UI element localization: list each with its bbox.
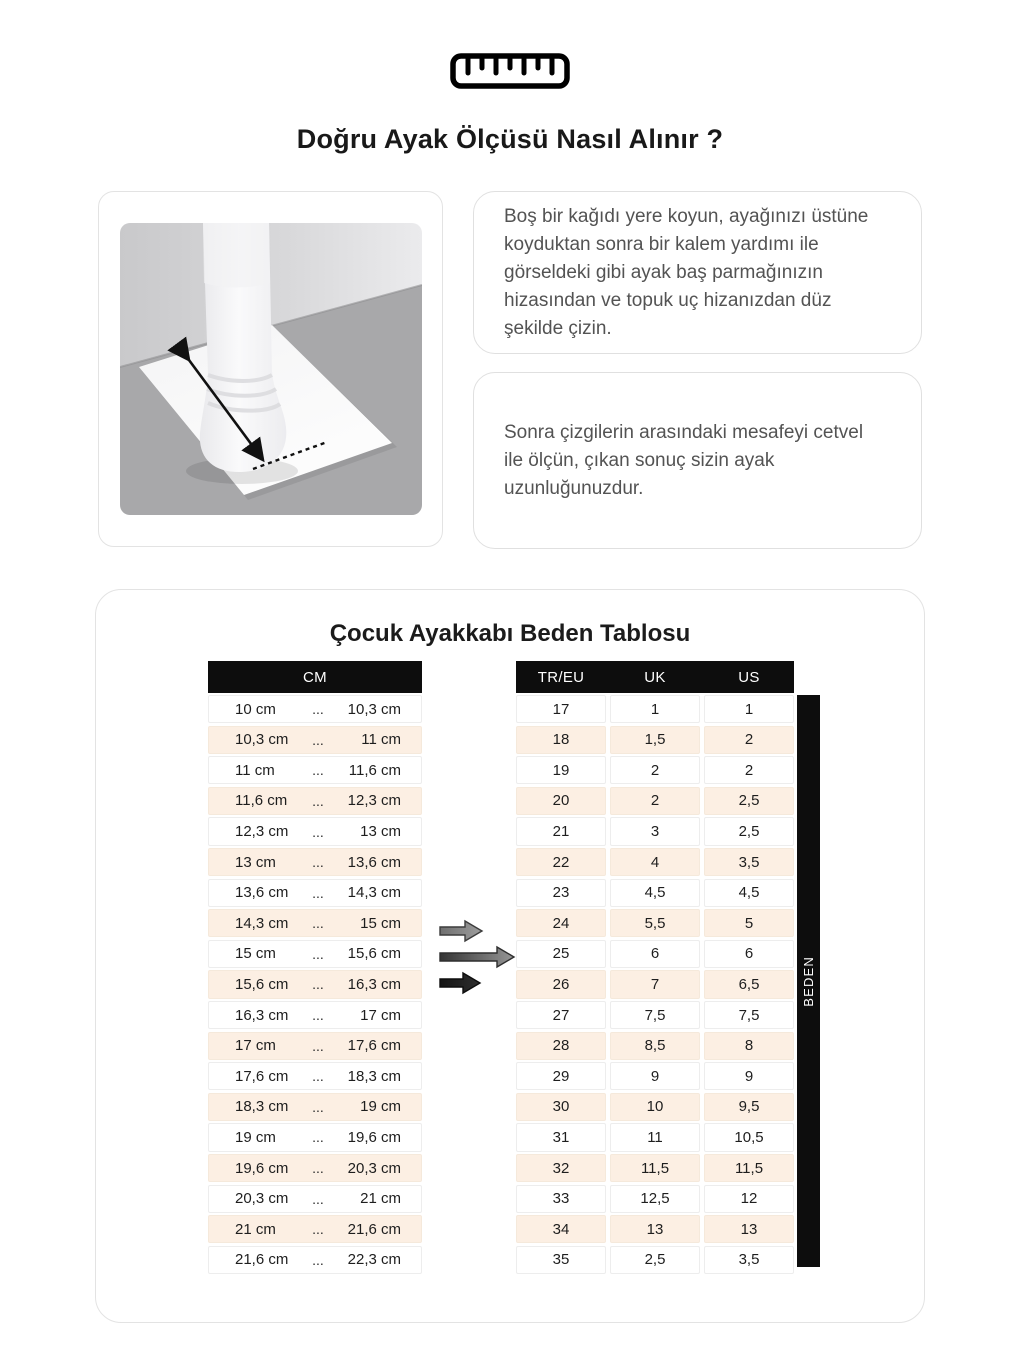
conversion-table-row <box>516 848 794 876</box>
foot-measurement-photo <box>120 223 422 515</box>
cm-from-value: 10,3 cm <box>235 731 289 749</box>
page-title: Doğru Ayak Ölçüsü Nasıl Alınır ? <box>296 124 724 154</box>
conversion-cell: 11,5 <box>610 1154 700 1182</box>
ruler-icon <box>0 52 1020 90</box>
cm-table-row <box>208 1062 422 1090</box>
cm-from-value: 18,3 cm <box>235 1098 289 1116</box>
cm-from-value: 17,6 cm <box>235 1067 289 1085</box>
conversion-table-row <box>516 1185 794 1213</box>
instruction-step-2-text: Sonra çizgilerin arasındaki mesafeyi cetvel ile ölçün, çıkan sonuç sizin ayak uzunluğunuzdur. <box>504 421 864 499</box>
conversion-cell: 35 <box>516 1246 606 1274</box>
conversion-cell: 13 <box>610 1215 700 1243</box>
conversion-cell: 9,5 <box>704 1093 794 1121</box>
cm-dots-value: ... <box>312 1190 324 1207</box>
cm-from-value: 13,6 cm <box>235 884 289 902</box>
conversion-cell: 11 <box>610 1123 700 1151</box>
cm-from-value: 14,3 cm <box>235 914 289 932</box>
conversion-table-row <box>516 1154 794 1182</box>
cm-to-value: 16,3 cm <box>347 975 401 993</box>
beden-side-bar <box>797 695 820 1267</box>
cm-to-value: 20,3 cm <box>347 1159 401 1177</box>
conversion-cell: 11,5 <box>704 1154 794 1182</box>
conversion-table-row <box>516 787 794 815</box>
cm-to-value: 14,3 cm <box>347 884 401 902</box>
conversion-table-row <box>516 726 794 754</box>
conversion-cell: 6,5 <box>704 970 794 998</box>
cm-table <box>208 661 422 1274</box>
instruction-step-1-text: Boş bir kağıdı yere koyun, ayağınızı üstüne koyduktan sonra bir kalem yardımı ile görseldeki gibi ayak baş parmağınızın hizasından ve topuk uç hizanızdan düz şekilde çizin. <box>504 205 869 339</box>
conversion-cell: 2,5 <box>610 1246 700 1274</box>
cm-table-row <box>208 848 422 876</box>
conversion-table-row <box>516 909 794 937</box>
cm-dots-value: ... <box>312 945 324 962</box>
cm-dots-value: ... <box>312 701 324 718</box>
cm-dots-value: ... <box>312 1007 324 1024</box>
cm-table-row <box>208 1093 422 1121</box>
conversion-table-row <box>516 970 794 998</box>
conversion-cell: 13 <box>704 1215 794 1243</box>
cm-table-row <box>208 909 422 937</box>
size-tables <box>96 661 924 1311</box>
conversion-cell: 18 <box>516 726 606 754</box>
foot-measurement-photo-card <box>98 191 443 547</box>
conversion-cell: 10 <box>610 1093 700 1121</box>
conversion-cell: 3,5 <box>704 848 794 876</box>
conversion-cell: 3 <box>610 817 700 845</box>
conversion-arrows-icon <box>438 919 516 995</box>
conversion-cell: 8,5 <box>610 1032 700 1060</box>
conversion-header-us: US <box>738 668 760 686</box>
size-table-section <box>95 589 925 1323</box>
conversion-table-header <box>516 661 794 693</box>
conversion-cell: 8 <box>704 1032 794 1060</box>
cm-table-row <box>208 1001 422 1029</box>
cm-table-row <box>208 756 422 784</box>
cm-dots-value: ... <box>312 1160 324 1177</box>
conversion-table-row <box>516 1093 794 1121</box>
conversion-cell: 30 <box>516 1093 606 1121</box>
conversion-cell: 3,5 <box>704 1246 794 1274</box>
conversion-table-row <box>516 1062 794 1090</box>
conversion-cell: 2,5 <box>704 787 794 815</box>
conversion-cell: 20 <box>516 787 606 815</box>
cm-dots-value: ... <box>312 1251 324 1268</box>
cm-dots-value: ... <box>312 884 324 901</box>
conversion-cell: 2,5 <box>704 817 794 845</box>
conversion-table <box>516 661 794 1274</box>
cm-table-row <box>208 695 422 723</box>
cm-table-rows <box>208 695 422 1274</box>
cm-to-value: 15,6 cm <box>347 945 401 963</box>
conversion-cell: 29 <box>516 1062 606 1090</box>
cm-dots-value: ... <box>312 731 324 748</box>
conversion-cell: 7,5 <box>704 1001 794 1029</box>
conversion-cell: 7,5 <box>610 1001 700 1029</box>
cm-from-value: 13 cm <box>235 853 276 871</box>
cm-from-value: 21,6 cm <box>235 1251 289 1269</box>
conversion-cell: 4,5 <box>610 879 700 907</box>
cm-dots-value: ... <box>312 1221 324 1238</box>
conversion-cell: 6 <box>704 940 794 968</box>
conversion-cell: 4 <box>610 848 700 876</box>
cm-table-row <box>208 940 422 968</box>
cm-from-value: 10 cm <box>235 700 276 718</box>
cm-from-value: 19,6 cm <box>235 1159 289 1177</box>
conversion-cell: 1 <box>704 695 794 723</box>
cm-from-value: 12,3 cm <box>235 823 289 841</box>
conversion-table-row <box>516 756 794 784</box>
page-header <box>0 0 1020 155</box>
cm-table-row <box>208 1123 422 1151</box>
conversion-cell: 2 <box>704 756 794 784</box>
cm-dots-value: ... <box>312 762 324 779</box>
size-table-title: Çocuk Ayakkabı Beden Tablosu <box>329 620 691 647</box>
conversion-cell: 17 <box>516 695 606 723</box>
conversion-table-row <box>516 1001 794 1029</box>
cm-to-value: 11,6 cm <box>348 761 401 779</box>
cm-to-value: 21 cm <box>360 1190 401 1208</box>
cm-to-value: 22,3 cm <box>347 1251 401 1269</box>
conversion-cell: 28 <box>516 1032 606 1060</box>
conversion-cell: 34 <box>516 1215 606 1243</box>
conversion-cell: 5 <box>704 909 794 937</box>
cm-table-row <box>208 1246 422 1274</box>
cm-from-value: 15,6 cm <box>235 975 289 993</box>
conversion-table-row <box>516 940 794 968</box>
conversion-table-rows <box>516 695 794 1274</box>
cm-from-value: 11,6 cm <box>235 792 288 810</box>
instruction-step-1 <box>473 191 922 354</box>
cm-dots-value: ... <box>312 1129 324 1146</box>
cm-from-value: 15 cm <box>235 945 276 963</box>
cm-table-header: CM <box>208 661 422 693</box>
conversion-header-uk: UK <box>644 668 666 686</box>
cm-table-row <box>208 817 422 845</box>
cm-dots-value: ... <box>312 823 324 840</box>
cm-table-row <box>208 1215 422 1243</box>
conversion-cell: 26 <box>516 970 606 998</box>
cm-dots-value: ... <box>312 1037 324 1054</box>
conversion-table-row <box>516 1032 794 1060</box>
cm-to-value: 18,3 cm <box>347 1067 401 1085</box>
cm-from-value: 20,3 cm <box>235 1190 289 1208</box>
conversion-cell: 5,5 <box>610 909 700 937</box>
conversion-cell: 1 <box>610 695 700 723</box>
cm-to-value: 17 cm <box>360 1006 401 1024</box>
beden-label: BEDEN <box>801 955 816 1007</box>
cm-table-row <box>208 970 422 998</box>
cm-to-value: 21,6 cm <box>347 1220 401 1238</box>
conversion-cell: 24 <box>516 909 606 937</box>
conversion-cell: 25 <box>516 940 606 968</box>
cm-dots-value: ... <box>312 854 324 871</box>
cm-table-row <box>208 787 422 815</box>
cm-to-value: 15 cm <box>360 914 401 932</box>
cm-to-value: 11 cm <box>361 731 401 749</box>
conversion-cell: 12,5 <box>610 1185 700 1213</box>
conversion-table-row <box>516 817 794 845</box>
cm-table-row <box>208 879 422 907</box>
conversion-table-row <box>516 1123 794 1151</box>
conversion-table-row <box>516 879 794 907</box>
conversion-cell: 31 <box>516 1123 606 1151</box>
cm-from-value: 19 cm <box>235 1128 276 1146</box>
conversion-cell: 9 <box>704 1062 794 1090</box>
cm-to-value: 17,6 cm <box>347 1037 401 1055</box>
cm-table-row <box>208 726 422 754</box>
cm-to-value: 13 cm <box>360 823 401 841</box>
instruction-steps <box>473 191 922 549</box>
conversion-cell: 1,5 <box>610 726 700 754</box>
conversion-cell: 23 <box>516 879 606 907</box>
conversion-cell: 32 <box>516 1154 606 1182</box>
cm-table-row <box>208 1154 422 1182</box>
cm-to-value: 19 cm <box>360 1098 401 1116</box>
conversion-table-row <box>516 1215 794 1243</box>
conversion-table-row <box>516 1246 794 1274</box>
conversion-cell: 22 <box>516 848 606 876</box>
conversion-cell: 2 <box>704 726 794 754</box>
conversion-cell: 12 <box>704 1185 794 1213</box>
cm-from-value: 21 cm <box>235 1220 276 1238</box>
conversion-cell: 21 <box>516 817 606 845</box>
cm-from-value: 11 cm <box>235 761 275 779</box>
cm-dots-value: ... <box>312 792 324 809</box>
conversion-cell: 10,5 <box>704 1123 794 1151</box>
cm-dots-value: ... <box>312 976 324 993</box>
conversion-cell: 4,5 <box>704 879 794 907</box>
measurement-instructions-section <box>98 191 922 549</box>
cm-to-value: 13,6 cm <box>347 853 401 871</box>
conversion-cell: 19 <box>516 756 606 784</box>
conversion-table-row <box>516 695 794 723</box>
conversion-cell: 2 <box>610 787 700 815</box>
conversion-cell: 6 <box>610 940 700 968</box>
conversion-cell: 2 <box>610 756 700 784</box>
cm-table-row <box>208 1185 422 1213</box>
cm-dots-value: ... <box>312 1098 324 1115</box>
instruction-step-2 <box>473 372 922 549</box>
cm-from-value: 16,3 cm <box>235 1006 289 1024</box>
conversion-header-treu: TR/EU <box>537 668 585 686</box>
cm-to-value: 12,3 cm <box>347 792 401 810</box>
cm-to-value: 10,3 cm <box>347 700 401 718</box>
cm-dots-value: ... <box>312 1068 324 1085</box>
conversion-cell: 27 <box>516 1001 606 1029</box>
cm-from-value: 17 cm <box>235 1037 276 1055</box>
conversion-cell: 7 <box>610 970 700 998</box>
conversion-cell: 9 <box>610 1062 700 1090</box>
cm-dots-value: ... <box>312 915 324 932</box>
conversion-cell: 33 <box>516 1185 606 1213</box>
cm-to-value: 19,6 cm <box>347 1128 401 1146</box>
cm-table-row <box>208 1032 422 1060</box>
